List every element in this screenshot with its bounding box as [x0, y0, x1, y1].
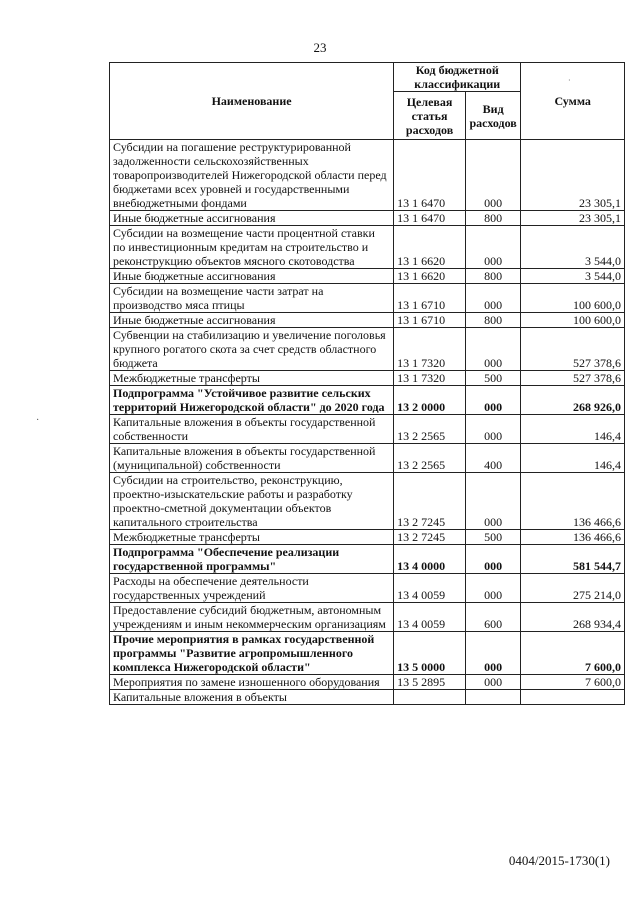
- row-sum: 275 214,0: [521, 574, 625, 603]
- row-code: 13 1 6470: [394, 140, 466, 211]
- row-name: Капитальные вложения в объекты: [110, 690, 394, 705]
- row-name: Капитальные вложения в объекты государственной собственности: [110, 415, 394, 444]
- row-type: 000: [465, 284, 520, 313]
- row-type: 400: [465, 444, 520, 473]
- row-sum: 3 544,0: [521, 226, 625, 269]
- row-type: 000: [465, 574, 520, 603]
- document-code: 0404/2015-1730(1): [508, 853, 610, 868]
- row-sum: 100 600,0: [521, 284, 625, 313]
- row-name: Подпрограмма "Обеспечение реализации государственной программы": [110, 545, 394, 574]
- row-sum: 146,4: [521, 415, 625, 444]
- row-name: Прочие мероприятия в рамках государственной программы "Развитие агропромышленного комплекса Нижегородской области": [110, 632, 394, 675]
- row-type: 800: [465, 269, 520, 284]
- row-code: 13 1 6710: [394, 284, 466, 313]
- row-code: 13 1 6620: [394, 226, 466, 269]
- table-row: [110, 211, 625, 226]
- table-row: [110, 603, 625, 632]
- row-code: 13 2 0000: [394, 386, 466, 415]
- row-sum: 527 378,6: [521, 328, 625, 371]
- row-type: 000: [465, 140, 520, 211]
- row-code: 13 5 0000: [394, 632, 466, 675]
- row-code: 13 1 6620: [394, 269, 466, 284]
- row-type: 000: [465, 545, 520, 574]
- table-row: [110, 690, 625, 705]
- row-type: 500: [465, 530, 520, 545]
- header-code-group: Код бюджетной классификации: [394, 63, 521, 92]
- row-sum: 100 600,0: [521, 313, 625, 328]
- table-row: [110, 313, 625, 328]
- row-type: 000: [465, 386, 520, 415]
- row-code: 13 2 2565: [394, 444, 466, 473]
- row-code: 13 2 7245: [394, 530, 466, 545]
- scan-mark: ·: [568, 76, 571, 85]
- row-name: Субсидии на возмещение части процентной ставки по инвестиционным кредитам на строительство и реконструкцию объектов мясного скотоводства: [110, 226, 394, 269]
- row-sum: 3 544,0: [521, 269, 625, 284]
- row-name: Субсидии на строительство, реконструкцию, проектно-изыскательские работы и разработку проектно-сметной документации объектов капитального строительства: [110, 473, 394, 530]
- row-code: [394, 690, 466, 705]
- row-code: 13 4 0059: [394, 603, 466, 632]
- table-row: [110, 140, 625, 211]
- table-row: [110, 545, 625, 574]
- row-sum: 527 378,6: [521, 371, 625, 386]
- row-type: 000: [465, 328, 520, 371]
- table-row: [110, 386, 625, 415]
- row-code: 13 1 7320: [394, 328, 466, 371]
- table-row: [110, 415, 625, 444]
- table-row: [110, 371, 625, 386]
- budget-table: [109, 62, 625, 705]
- row-sum: 23 305,1: [521, 140, 625, 211]
- row-name: Субсидии на погашение реструктурированной задолженности сельскохозяйственных товаропроизводителей Нижегородской области перед бюджетами всех уровней и государственными внебюджетными фондами: [110, 140, 394, 211]
- row-code: 13 5 2895: [394, 675, 466, 690]
- row-code: 13 4 0000: [394, 545, 466, 574]
- table-row: [110, 444, 625, 473]
- row-type: 600: [465, 603, 520, 632]
- header-target-article: Целевая статья расходов: [394, 92, 466, 140]
- row-name: Иные бюджетные ассигнования: [110, 211, 394, 226]
- table-row: [110, 675, 625, 690]
- row-sum: 268 926,0: [521, 386, 625, 415]
- row-sum: 7 600,0: [521, 675, 625, 690]
- row-type: 800: [465, 313, 520, 328]
- row-type: 000: [465, 473, 520, 530]
- row-code: 13 2 2565: [394, 415, 466, 444]
- row-type: 000: [465, 675, 520, 690]
- row-code: 13 1 7320: [394, 371, 466, 386]
- header-name: Наименование: [110, 63, 394, 140]
- row-name: Субсидии на возмещение части затрат на производство мяса птицы: [110, 284, 394, 313]
- table-row: [110, 328, 625, 371]
- row-name: Расходы на обеспечение деятельности государственных учреждений: [110, 574, 394, 603]
- row-sum: 268 934,4: [521, 603, 625, 632]
- table-row: [110, 226, 625, 269]
- row-name: Субвенции на стабилизацию и увеличение поголовья крупного рогатого скота за счет средств областного бюджета: [110, 328, 394, 371]
- row-name: Иные бюджетные ассигнования: [110, 313, 394, 328]
- row-sum: 136 466,6: [521, 473, 625, 530]
- row-type: 000: [465, 632, 520, 675]
- row-name: Мероприятия по замене изношенного оборудования: [110, 675, 394, 690]
- table-row: [110, 473, 625, 530]
- row-type: 500: [465, 371, 520, 386]
- row-name: Капитальные вложения в объекты государственной (муниципальной) собственности: [110, 444, 394, 473]
- table-body: [110, 140, 625, 705]
- row-sum: 23 305,1: [521, 211, 625, 226]
- row-name: Подпрограмма "Устойчивое развитие сельских территорий Нижегородской области" до 2020 года: [110, 386, 394, 415]
- row-code: 13 2 7245: [394, 473, 466, 530]
- row-code: 13 1 6470: [394, 211, 466, 226]
- row-name: Предоставление субсидий бюджетным, автономным учреждениям и иным некоммерческим организациям: [110, 603, 394, 632]
- row-sum: 7 600,0: [521, 632, 625, 675]
- table-row: [110, 632, 625, 675]
- row-type: 800: [465, 211, 520, 226]
- row-name: Межбюджетные трансферты: [110, 371, 394, 386]
- table-row: [110, 574, 625, 603]
- row-sum: [521, 690, 625, 705]
- row-type: 000: [465, 226, 520, 269]
- row-name: Иные бюджетные ассигнования: [110, 269, 394, 284]
- table-row: [110, 284, 625, 313]
- table-row: [110, 269, 625, 284]
- header-expense-type: Вид расходов: [465, 92, 520, 140]
- row-name: Межбюджетные трансферты: [110, 530, 394, 545]
- row-type: [465, 690, 520, 705]
- header-amount: Сумма: [521, 63, 625, 140]
- margin-mark: ·: [36, 415, 40, 426]
- page-number: 23: [313, 40, 327, 55]
- row-type: 000: [465, 415, 520, 444]
- row-code: 13 4 0059: [394, 574, 466, 603]
- table-row: [110, 530, 625, 545]
- row-code: 13 1 6710: [394, 313, 466, 328]
- row-sum: 146,4: [521, 444, 625, 473]
- row-sum: 581 544,7: [521, 545, 625, 574]
- row-sum: 136 466,6: [521, 530, 625, 545]
